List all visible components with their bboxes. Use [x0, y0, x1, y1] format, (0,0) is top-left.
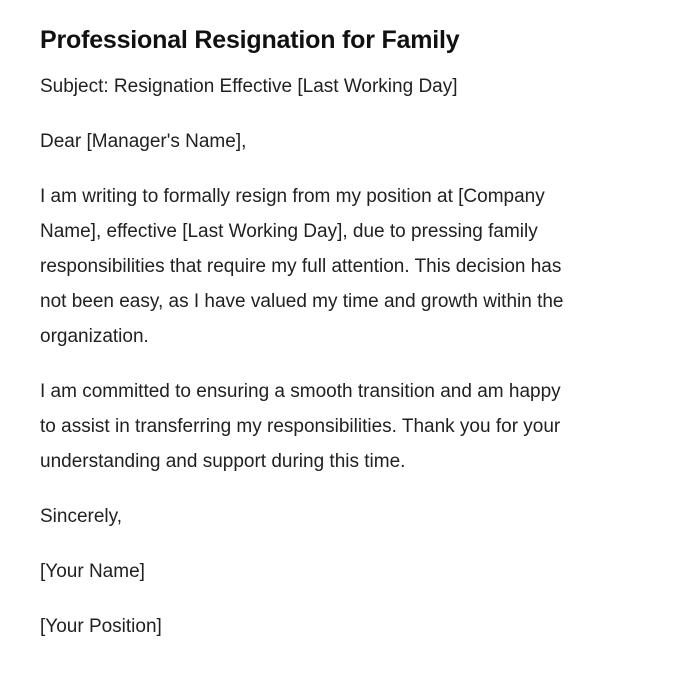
subject-line: Subject: Resignation Effective [Last Working Day]: [40, 76, 458, 97]
closing: Sincerely,: [40, 506, 123, 527]
signature-name: [Your Name]: [40, 561, 145, 582]
letter-document: [40, 25, 571, 644]
salutation: Dear [Manager's Name],: [40, 131, 247, 152]
page-title: Professional Resignation for Family: [40, 26, 460, 54]
body-paragraph-2: I am committed to ensuring a smooth transition and am happy to assist in transferring my responsibilities. Thank you for your understanding and support during this time.: [40, 381, 561, 472]
body-paragraph-1: I am writing to formally resign from my position at [Company Name], effective [Last Working Day], due to pressing family responsibilities that require my full attention. This decision has not been easy, as I have valued my time and growth within the organization.: [40, 186, 564, 347]
signature-position: [Your Position]: [40, 616, 162, 637]
